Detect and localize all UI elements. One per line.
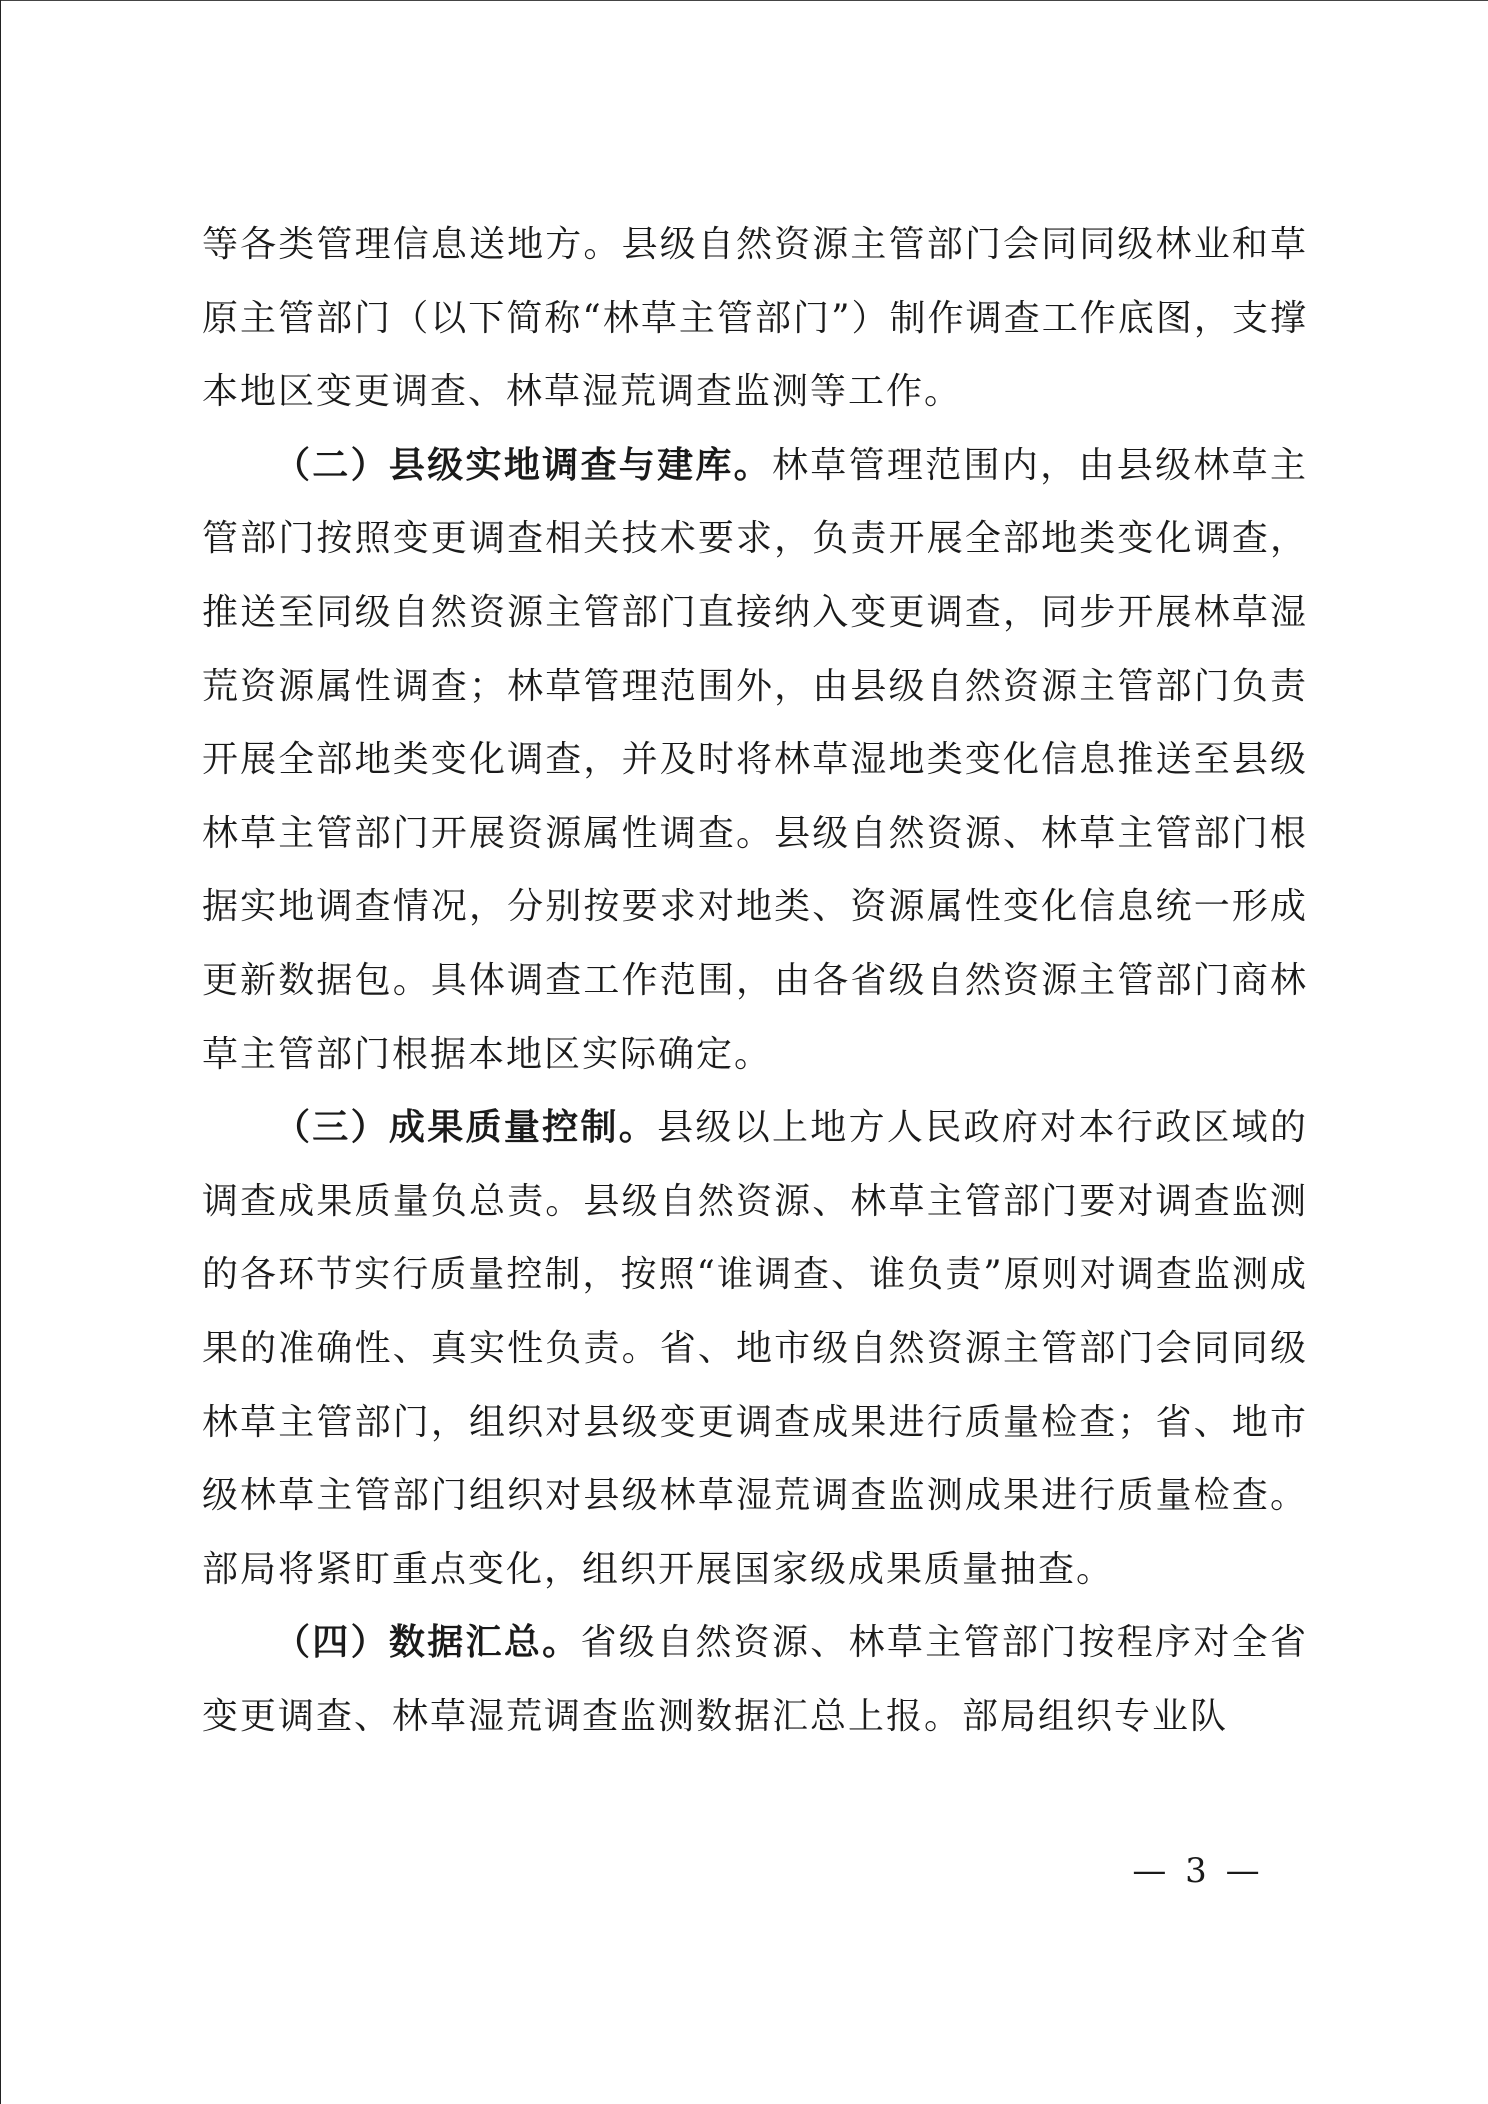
section-heading-2: （二）县级实地调查与建库。 bbox=[274, 443, 772, 486]
paragraph-text: 县级以上地方人民政府对本行政区域的调查成果质量负总责。县级自然资源、林草主管部门要对调查监测的各环节实行质量控制，按照“谁调查、谁负责”原则对调查监测成果的准确性、真实性负责。省、地市级自然资源主管部门会同同级林草主管部门，组织对县级变更调查成果进行质量检查；省、地市级林草主管部门组织对县级林草湿荒调查监测成果进行质量检查。部局将紧盯重点变化，组织开展国家级成果质量抽查。 bbox=[202, 1107, 1308, 1590]
paragraph-continuation bbox=[202, 208, 1308, 429]
paragraph-data-summary bbox=[202, 1606, 1308, 1753]
section-heading-4: （四）数据汇总。 bbox=[274, 1621, 581, 1664]
paragraph-text: 林草管理范围内，由县级林草主管部门按照变更调查相关技术要求，负责开展全部地类变化调查，推送至同级自然资源主管部门直接纳入变更调查，同步开展林草湿荒资源属性调查；林草管理范围外，由县级自然资源主管部门负责开展全部地类变化调查，并及时将林草湿地类变化信息推送至县级林草主管部门开展资源属性调查。县级自然资源、林草主管部门根据实地调查情况，分别按要求对地类、资源属性变化信息统一形成更新数据包。具体调查工作范围，由各省级自然资源主管部门商林草主管部门根据本地区实际确定。 bbox=[202, 444, 1308, 1075]
section-heading-3: （三）成果质量控制。 bbox=[274, 1106, 658, 1149]
page-top-edge bbox=[0, 0, 1488, 1]
paragraph-quality-control bbox=[202, 1091, 1308, 1606]
paragraph-text: 等各类管理信息送地方。县级自然资源主管部门会同同级林业和草原主管部门（以下简称“林草主管部门”）制作调查工作底图，支撑本地区变更调查、林草湿荒调查监测等工作。 bbox=[202, 224, 1308, 413]
paragraph-text: 省级自然资源、林草主管部门按程序对全省变更调查、林草湿荒调查监测数据汇总上报。部局组织专业队 bbox=[202, 1622, 1308, 1737]
paragraph-county-survey bbox=[202, 429, 1308, 1091]
page-number: — 3 — bbox=[1132, 1851, 1264, 1891]
document-body bbox=[202, 208, 1308, 1753]
page-left-edge bbox=[0, 0, 1, 2104]
